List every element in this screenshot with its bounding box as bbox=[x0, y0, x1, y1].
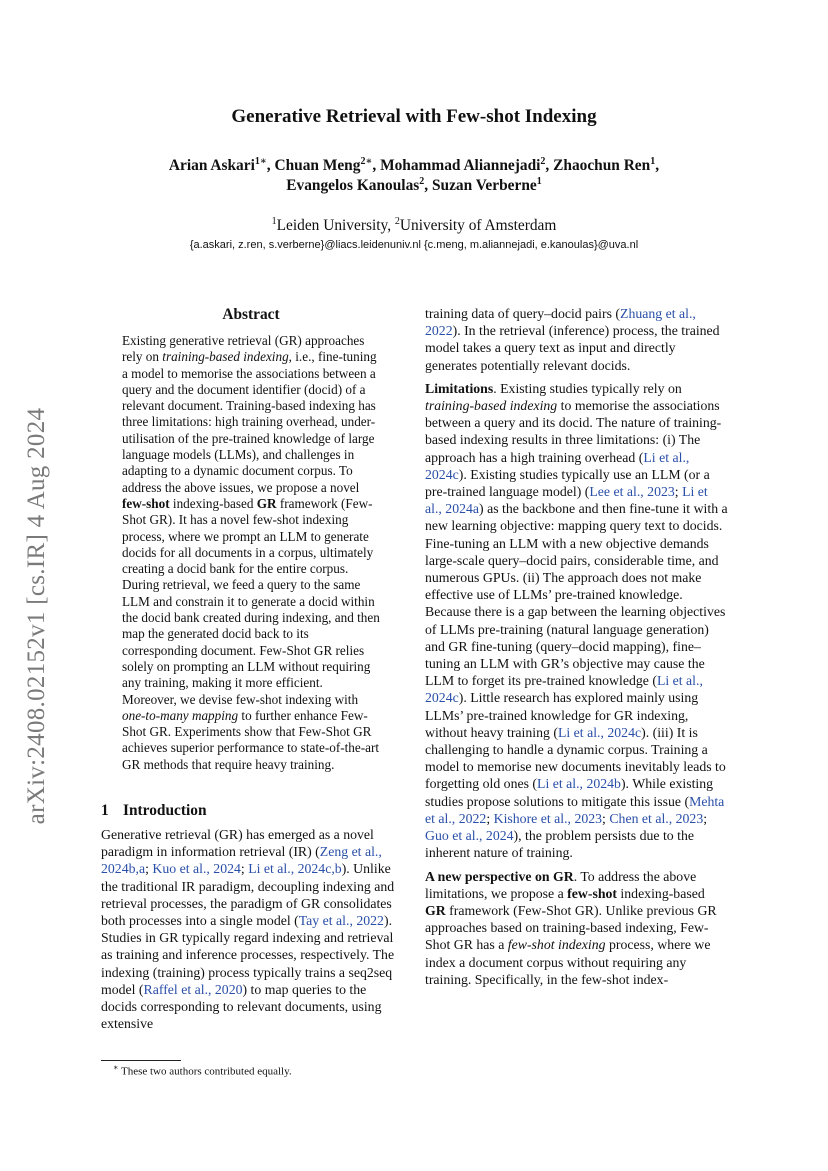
affil-mark: 2 bbox=[394, 215, 400, 227]
citation-link[interactable]: Zeng et al., 2024b,a bbox=[101, 844, 382, 877]
citation-link[interactable]: Kishore et al., 2023 bbox=[493, 810, 603, 826]
new-perspective-paragraph: A new perspective on GR. To address the above limitations, we propose a few-shot indexing-based GR framework (Few-Shot GR). Unlike previous GR approaches based on training-based indexing, Few-Shot GR has a few-shot indexing process, where we index a document corpus without requiring any training. Specifically, in the few-shot index- bbox=[425, 868, 717, 987]
affil-mark: 1 bbox=[271, 215, 277, 227]
section-heading-introduction bbox=[101, 802, 403, 820]
citation-link[interactable]: Li et al., 2024c bbox=[557, 724, 642, 740]
arxiv-identifier: arXiv:2408.02152v1 [cs.IR] 4 Aug 2024 bbox=[23, 407, 50, 825]
author-list bbox=[100, 156, 728, 196]
citation-link[interactable]: Zhuang et al., 2022 bbox=[425, 306, 696, 339]
section-number: 1 bbox=[101, 802, 109, 819]
citation-link[interactable]: Chen et al., 2023 bbox=[609, 810, 704, 826]
author-mark: 2 bbox=[540, 155, 546, 167]
author-name: Arian Askari bbox=[168, 157, 255, 174]
citation-link[interactable]: Mehta et al., 2022 bbox=[425, 793, 725, 826]
limitations-paragraph: Limitations. Existing studies typically rely on training-based indexing to memorise the associations between a query and its docid. The nature of training-based indexing results in three limitations: (i) The approach has a high training overhead (Li et al., 2024c). Existing studies typically use an LLM (or a pre-trained language model) (Lee et al., 2023; Li et al., 2024a) as the backbone and then fine-tune it with a new learning objective: mapping query text to docids. Fine-tuning an LLM with a new objective demands large-scale query–docid pairs, considerable time, and numerous GPUs. (ii) The approach does not make effective use of LLMs’ pre-trained knowledge. Because there is a gap between the learning objectives of LLMs pre-training (natural language generation) and GR fine-tuning (query–docid mapping), fine–tuning an LLM with GR’s objective may cause the LLM to forget its pre-trained knowledge (Li et al., 2024c). Little research has explored mainly using LLMs’ pre-trained knowledge for GR indexing, without heavy training (Li et al., 2024c). (iii) It is challenging to handle a dynamic corpus. Training a model to memorise new documents inevitably leads to forgetting old ones (Li et al., 2024b). While existing studies propose solutions to mitigate this issue (Mehta et al., 2022; Kishore et al., 2023; Chen et al., 2023; Guo et al., 2024), the problem persists due to the inherent nature of training. bbox=[425, 380, 728, 861]
citation-link[interactable]: Li et al., 2024b bbox=[537, 776, 621, 792]
author-mark: 1 bbox=[536, 175, 542, 187]
abstract-body: Existing generative retrieval (GR) approaches rely on training-based indexing, i.e., fine-tuning a model to memorise the associations between a query and the document identifier (docid) of a relevant document. Training-based indexing has three limitations: high training overhead, under-utilisation of the pre-trained knowledge of large language models (LLMs), and challenges in adapting to a dynamic document corpus. To address the above issues, we propose a novel few-shot indexing-based GR framework (Few-Shot GR). It has a novel few-shot indexing process, where we prompt an LLM to generate docids for all documents in a corpus, ultimately creating a docid bank for the entire corpus. During retrieval, we feed a query to the same LLM and constrain it to generate a docid within the docid bank created during indexing, and then map the generated docid back to its corresponding document. Few-Shot GR relies solely on prompting an LLM without requiring any training, making it more efficient. Moreover, we devise few-shot indexing with one-to-many mapping to further enhance Few-Shot GR. Experiments show that Few-Shot GR achieves superior performance to state-of-the-art GR methods that require heavy training. bbox=[122, 333, 380, 772]
footnote bbox=[113, 1063, 403, 1078]
author-mark: 1∗ bbox=[254, 155, 267, 167]
author-mark: 2∗ bbox=[360, 155, 373, 167]
affil-org: Leiden University, bbox=[276, 217, 395, 234]
citation-link[interactable]: Li et al., 2024c bbox=[425, 673, 703, 706]
author-name: Evangelos Kanoulas bbox=[286, 177, 420, 194]
paragraph-heading: Limitations bbox=[425, 380, 494, 396]
author-emails: {a.askari, z.ren, s.verberne}@liacs.leidenuniv.nl {c.meng, m.aliannejadi, e.kanoulas}@uva.nl bbox=[189, 239, 639, 251]
footnote-text: These two authors contributed equally. bbox=[118, 1065, 292, 1078]
intro-paragraph: Generative retrieval (GR) has emerged as a novel paradigm in information retrieval (IR) (Zeng et al., 2024b,a; Kuo et al., 2024; Li et al., 2024c,b). Unlike the traditional IR paradigm, decoupling indexing and retrieval processes, the paradigm of GR consolidates both processes into a single model (Tay et al., 2022). Studies in GR typically regard indexing and retrieval as training and inference processes, respectively. The indexing (training) process typically trains a seq2seq model (Raffel et al., 2020) to map queries to the docids corresponding to relevant documents, using extensive bbox=[101, 827, 395, 1032]
author-name: , Mohammad Aliannejadi bbox=[372, 157, 541, 174]
body-paragraph: training data of query–docid pairs (Zhuang et al., 2022). In the retrieval (inference) process, the trained model takes a query text as input and directly generates potentially relevant docids. bbox=[425, 306, 720, 373]
affiliations bbox=[100, 217, 728, 235]
footnote-mark: ∗ bbox=[113, 1063, 119, 1072]
author-name: , Chuan Meng bbox=[266, 157, 361, 174]
citation-link[interactable]: Lee et al., 2023 bbox=[589, 484, 675, 500]
paper-title: Generative Retrieval with Few-shot Indexing bbox=[231, 106, 597, 127]
citation-link[interactable]: Tay et al., 2022 bbox=[298, 913, 384, 929]
author-mark: 1 bbox=[650, 155, 656, 167]
citation-link[interactable]: Raffel et al., 2020 bbox=[143, 981, 243, 997]
citation-link[interactable]: Guo et al., 2024 bbox=[425, 828, 514, 844]
left-column-text bbox=[101, 826, 404, 1032]
right-column-text bbox=[425, 305, 728, 988]
author-name: , Zhaochun Ren bbox=[545, 157, 651, 174]
citation-link[interactable]: Li et al., 2024c,b bbox=[248, 861, 342, 877]
citation-link[interactable]: Li et al., 2024c bbox=[425, 449, 690, 482]
citation-link[interactable]: Li et al., 2024a bbox=[425, 484, 708, 517]
footnote-rule bbox=[101, 1060, 181, 1061]
affil-org: University of Amsterdam bbox=[399, 217, 557, 234]
citation-link[interactable]: Kuo et al., 2024 bbox=[152, 861, 241, 877]
paragraph-heading: A new perspective on GR bbox=[425, 868, 574, 884]
section-title: Introduction bbox=[123, 802, 207, 819]
author-separator: , bbox=[655, 157, 660, 174]
abstract-heading: Abstract bbox=[222, 306, 280, 323]
author-mark: 2 bbox=[419, 175, 425, 187]
author-name: , Suzan Verberne bbox=[424, 177, 537, 194]
